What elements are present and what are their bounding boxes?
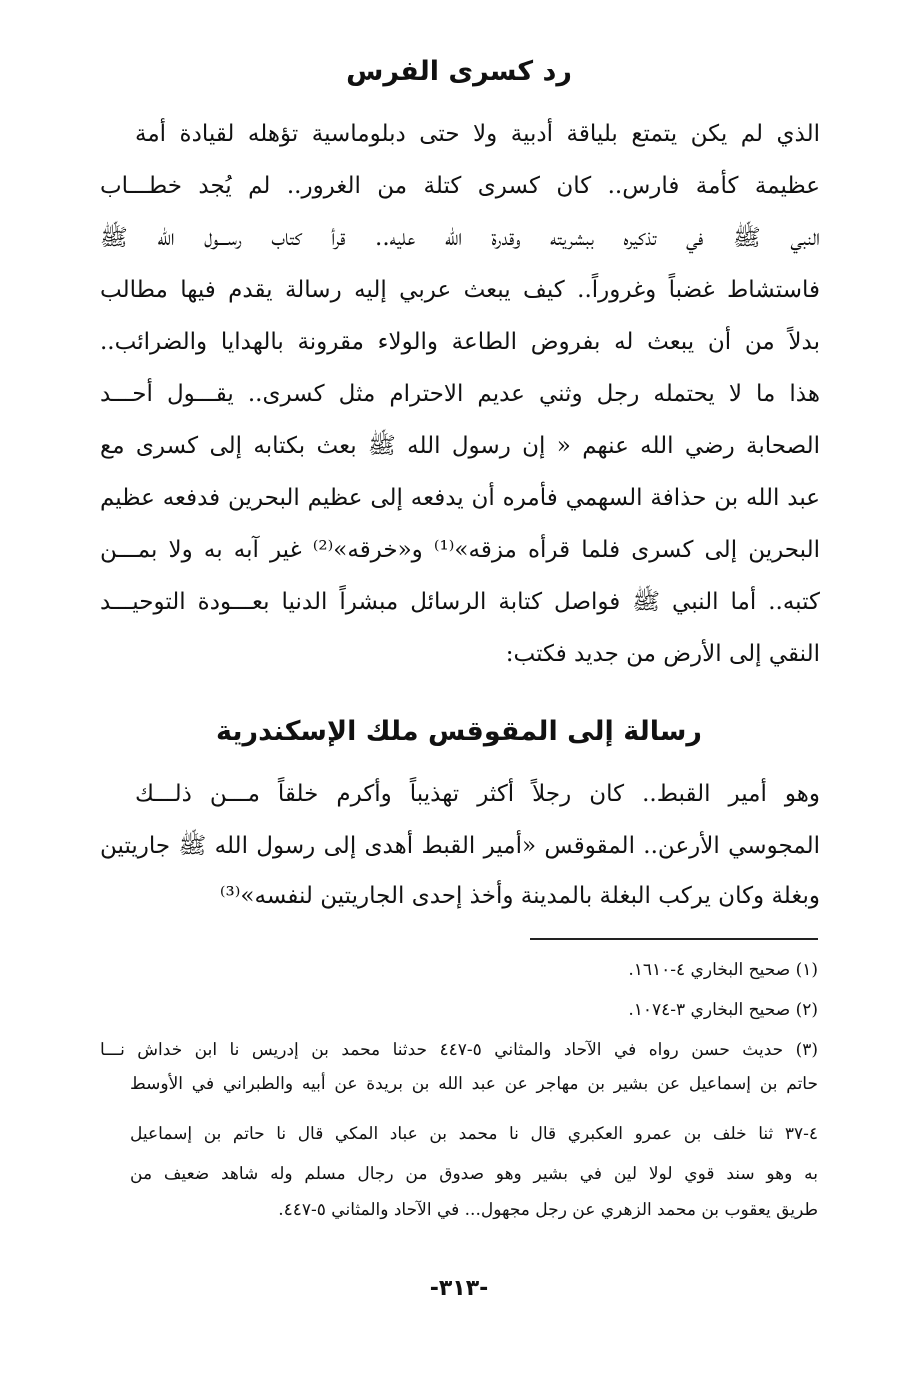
paragraph-line: البحرين إلى كسرى فلما قرأه مزقه»⁽¹⁾ و«خرقه»⁽²⁾ غير آبه به ولا بمـــن [100, 537, 820, 563]
paragraph-line: النقي إلى الأرض من جديد فكتب: [505, 641, 820, 667]
page-number: -٣١٣- [429, 1276, 489, 1301]
footnote-line: ٤-٣٧ ثنا خلف بن عمرو العكبري قال نا محمد بن عباد المكي قال نا حاتم بن إسماعيل [130, 1124, 818, 1144]
paragraph-line: عظيمة كأمة فارس.. كان كسرى كتلة من الغرور.. لم يُجد خطـــاب [100, 173, 820, 199]
paragraph-line: وبغلة وكان يركب البغلة بالمدينة وأخذ إحدى الجاريتين لنفسه»⁽³⁾ [219, 883, 820, 909]
paragraph-line: وهو أمير القبط.. كان رجلاً أكثر تهذيباً وأكرم خلقاً مـــن ذلـــك [135, 781, 820, 807]
paragraph-line: كتبه.. أما النبي ﷺ فواصل كتابة الرسائل مبشراً الدنيا بعـــودة التوحيـــد [100, 589, 820, 615]
section-title: رسالة إلى المقوقس ملك الإسكندرية [216, 716, 702, 747]
paragraph-line: فاستشاط غضباً وغروراً.. كيف يبعث عربي إليه رسالة يقدم فيها مطالب [100, 277, 820, 303]
footnote-line: حاتم بن إسماعيل عن بشير بن مهاجر عن عبد الله بن بريدة عن أبيه والطبراني في الأوسط [130, 1074, 818, 1094]
paragraph-line: عبد الله بن حذافة السهمي فأمره أن يدفعه إلى عظيم البحرين فدفعه عظيم [100, 485, 820, 511]
footnote-line: طريق يعقوب بن محمد الزهري عن رجل مجهول... في الآحاد والمثاني ٥-٤٤٧. [278, 1200, 818, 1220]
footnote: (٢) صحيح البخاري ٣-١٠٧٤. [628, 1000, 818, 1020]
footnote: (٣) حديث حسن رواه في الآحاد والمثاني ٥-٤٤٧ حدثنا محمد بن إدريس نا ابن خداش نـــا [100, 1040, 818, 1060]
footnote-separator [530, 938, 818, 940]
footnote: (١) صحيح البخاري ٤-١٦١٠. [628, 960, 818, 980]
footnote-line: به وهو سند قوي لولا لين في بشير وهو صدوق من رجال مسلم وله شاهد ضعيف من [130, 1164, 818, 1184]
paragraph-line: الصحابة رضي الله عنهم « إن رسول الله ﷺ بعث بكتابه إلى كسرى مع [100, 433, 820, 459]
paragraph-line: الذي لم يكن يتمتع بلياقة أدبية ولا حتى دبلوماسية تؤهله لقيادة أمة [135, 121, 820, 147]
paragraph-line: بدلاً من أن يبعث له بفروض الطاعة والولاء مقرونة بالهدايا والضرائب.. [100, 329, 820, 355]
paragraph-line: النبي ﷺ في تذكيره ببشريته وقدرة الله عليه.. قرأ كتاب رســـول الله ﷺ [100, 225, 820, 251]
page-title: رد كسرى الفرس [346, 56, 572, 87]
paragraph-line: المجوسي الأرعن.. المقوقس «أمير القبط أهدى إلى رسول الله ﷺ جاريتين [100, 833, 820, 859]
paragraph-line: هذا ما لا يحتمله رجل وثني عديم الاحترام مثل كسرى.. يقـــول أحـــد [100, 381, 820, 407]
